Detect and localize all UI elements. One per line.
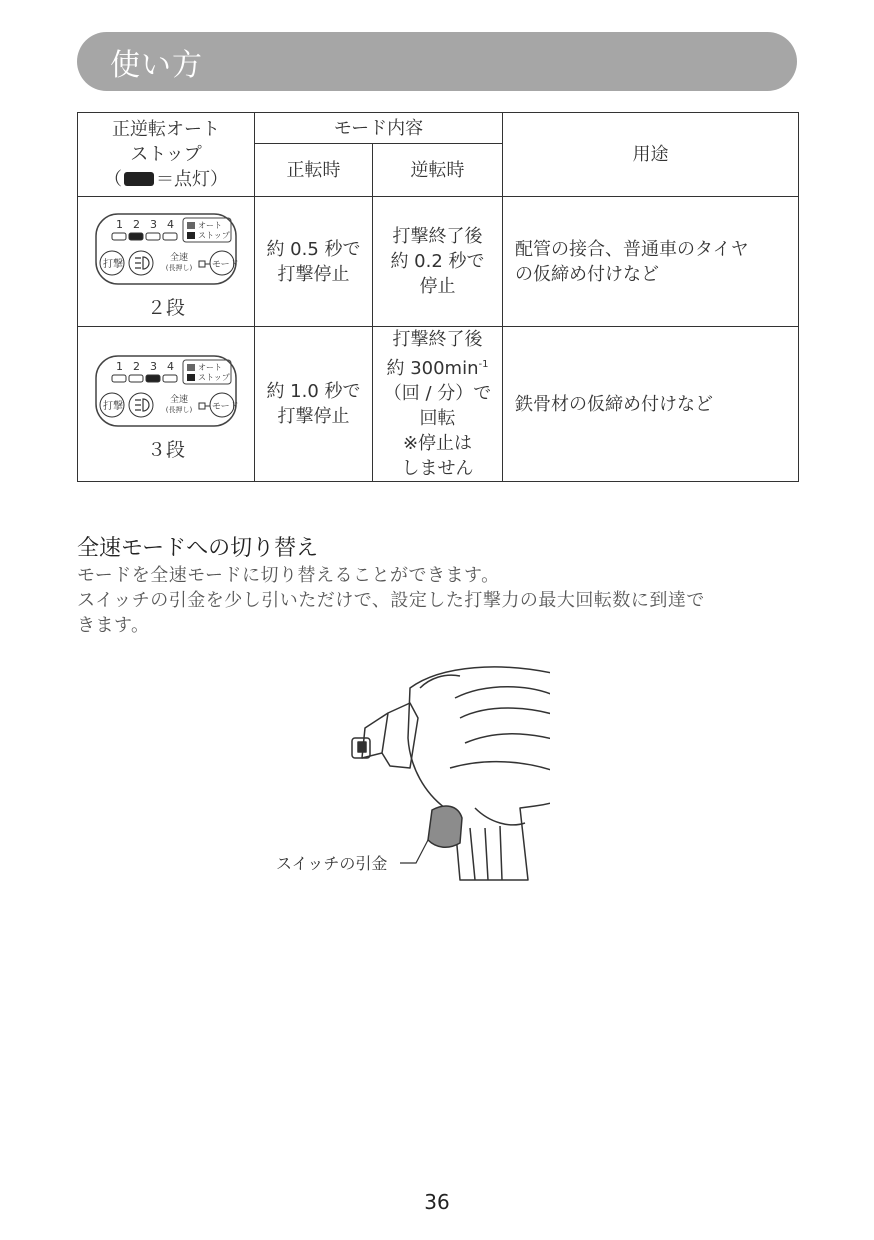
reverse-header: 逆転時: [373, 144, 503, 197]
control-panel-icon: [91, 355, 241, 429]
led-number-3: 3: [150, 217, 157, 231]
panel-cell: [78, 197, 255, 327]
tool-body-outline: [408, 667, 550, 880]
usage-cell: 配管の接合、普通車のタイヤ の仮締め付けなど: [503, 197, 799, 327]
auto-stop-text: オート: [198, 220, 222, 230]
legend-suffix: ＝点灯）: [156, 169, 228, 190]
led-number-4: 4: [167, 360, 174, 373]
led-4-icon: [163, 233, 177, 240]
step-label: ２段: [146, 296, 185, 319]
led-3-icon: [146, 233, 160, 240]
lit-led-key-icon: [124, 172, 154, 186]
switch-trigger-label: スイッチの引金: [276, 854, 388, 873]
table-row: [78, 197, 799, 327]
panel-cell: [78, 327, 255, 482]
body-line-2: スイッチの引金を少し引いただけで、設定した打撃力の最大回転数に到達で: [77, 590, 705, 611]
led-number-2: 2: [133, 217, 140, 231]
body-line-3: きます。: [77, 615, 150, 636]
reverse-rest: （回 / 分）で 回転 ※停止は しません: [383, 383, 492, 479]
auto-stop-header-cell: [78, 113, 255, 197]
impact-button-label: 打撃: [103, 258, 123, 270]
section-body: [77, 563, 799, 638]
led-2-icon: [129, 375, 143, 382]
auto-stop-mark-icon: [187, 222, 195, 229]
control-panel-icon: [91, 213, 241, 287]
auto-stop-led-icon: [187, 232, 195, 239]
reverse-cell: 打撃終了後 約 0.2 秒で 停止: [373, 197, 503, 327]
led-number-1: 1: [116, 360, 123, 373]
body-line-1: モードを全速モードに切り替えることができます。: [77, 565, 500, 586]
forward-header: 正転時: [255, 144, 373, 197]
auto-stop-text-2: ストップ: [198, 373, 230, 382]
led-number-3: 3: [150, 360, 157, 373]
auto-stop-table: [77, 112, 799, 482]
section-title: 全速モードへの切り替え: [77, 536, 319, 561]
reverse-speed-exponent: -1: [478, 359, 489, 370]
usage-cell: 鉄骨材の仮締め付けなど: [503, 327, 799, 482]
led-1-icon: [112, 233, 126, 240]
forward-cell: 約 0.5 秒で 打撃停止: [255, 197, 373, 327]
mode-button-label: モード: [212, 402, 239, 412]
led-3-icon: [146, 375, 160, 382]
auto-stop-led-icon: [187, 374, 195, 381]
legend: [78, 167, 254, 192]
led-number-2: 2: [133, 360, 140, 373]
long-press-label: (長押し): [165, 263, 193, 272]
led-4-icon: [163, 375, 177, 382]
trigger-icon: [428, 806, 462, 847]
mode-button-label: モード: [212, 259, 239, 270]
leader-line: [400, 840, 428, 863]
full-speed-led-icon: [199, 261, 205, 267]
impact-button-label: 打撃: [103, 401, 123, 412]
forward-cell: 約 1.0 秒で 打撃停止: [255, 327, 373, 482]
auto-stop-text: オート: [198, 363, 222, 372]
header-bar: [77, 32, 797, 91]
auto-stop-header: 正逆転オート ストップ: [112, 119, 220, 165]
impact-driver-illustration: [270, 658, 550, 883]
reverse-line-2: [373, 352, 502, 381]
reverse-speed: 約 300min: [386, 358, 479, 379]
led-number-1: 1: [116, 217, 123, 231]
auto-stop-mark-icon: [187, 364, 195, 371]
full-speed-label: 全速: [169, 395, 189, 405]
full-speed-label: 全速: [169, 252, 189, 263]
mode-header: モード内容: [255, 113, 503, 144]
legend-prefix: （: [104, 169, 122, 190]
full-speed-led-icon: [199, 403, 205, 409]
reverse-line-1: 打撃終了後: [392, 329, 483, 350]
led-number-4: 4: [167, 217, 174, 231]
step-label: ３段: [146, 439, 185, 461]
usage-header: 用途: [503, 113, 799, 197]
page-title: 使い方: [110, 48, 203, 83]
led-1-icon: [112, 375, 126, 382]
page-number: 36: [424, 1190, 450, 1214]
reverse-cell: [373, 327, 503, 482]
led-2-icon: [129, 233, 143, 240]
table-row: [78, 327, 799, 482]
auto-stop-text-2: ストップ: [198, 230, 230, 240]
long-press-label: (長押し): [165, 406, 193, 414]
